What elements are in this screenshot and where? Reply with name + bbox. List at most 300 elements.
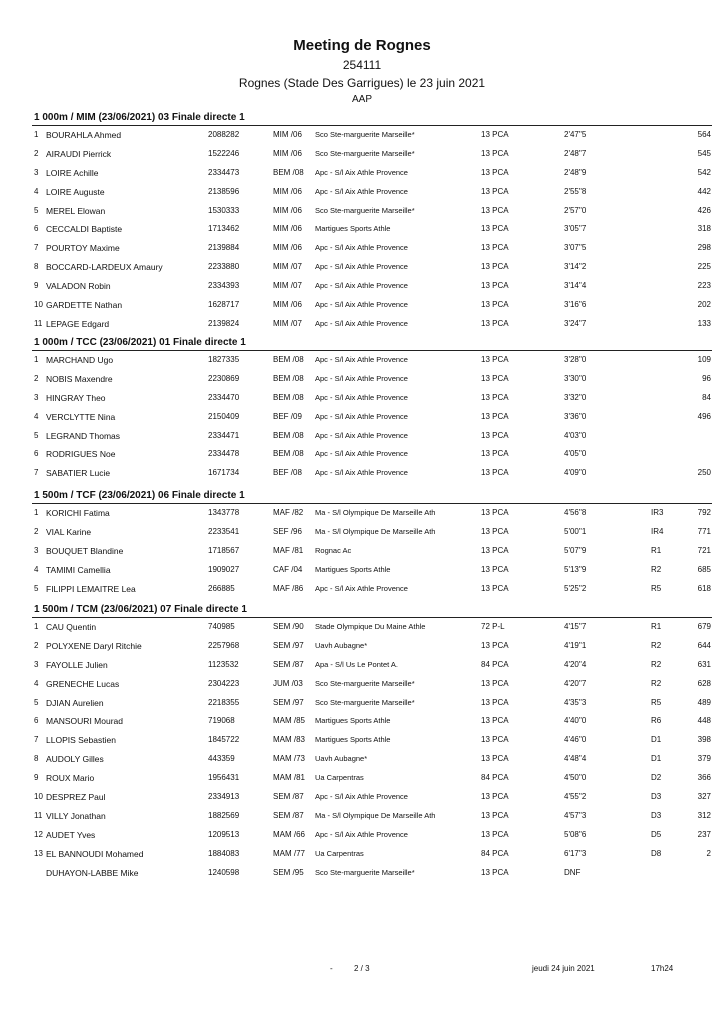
department-league: 13 PCA <box>481 449 509 459</box>
license-number: 2334470 <box>208 392 240 402</box>
license-number: 1343778 <box>208 508 240 517</box>
results-section-1500m-tcf <box>32 489 712 598</box>
level-code: R1 <box>651 622 662 631</box>
club-name: Apc - S/l Aix Athle Provence <box>315 281 408 291</box>
performance: 2'48''7 <box>564 148 587 158</box>
department-league: 13 PCA <box>481 318 509 328</box>
result-row <box>32 445 712 464</box>
result-rank: 3 <box>34 659 39 669</box>
athlete-name: TAMIMI Camellia <box>46 564 111 575</box>
license-number: 1522246 <box>208 148 240 158</box>
points: 628 <box>697 678 711 688</box>
result-rank: 10 <box>34 300 43 310</box>
level-code: R2 <box>651 678 662 688</box>
athlete-name: EL BANNOUDI Mohamed <box>46 848 144 859</box>
result-rank: 2 <box>34 373 39 383</box>
club-name: Martigues Sports Athle <box>315 716 391 726</box>
department-league: 13 PCA <box>481 564 509 574</box>
athlete-name: MANSOURI Mourad <box>46 716 123 727</box>
result-rank: 7 <box>34 468 39 478</box>
athlete-name: DUHAYON-LABBE Mike <box>46 867 139 878</box>
athlete-name: FILIPPI LEMAITRE Lea <box>46 583 136 594</box>
footer-page-number: 2 / 3 <box>354 964 370 973</box>
club-name: Apc - S/l Aix Athle Provence <box>315 243 408 253</box>
club-name: Ma - S/l Olympique De Marseille Ath <box>315 508 436 517</box>
points: 496 <box>697 411 711 421</box>
category: SEM /87 <box>273 659 304 669</box>
license-number: 2138596 <box>208 186 240 196</box>
club-name: Uavh Aubagne* <box>315 754 368 764</box>
results-section-1000m-mim <box>32 111 712 334</box>
performance: 4'19''1 <box>564 640 587 650</box>
results-section-1500m-tcm <box>32 603 712 882</box>
result-row <box>32 731 712 750</box>
result-rank: 3 <box>34 545 39 555</box>
department-league: 13 PCA <box>481 508 509 517</box>
result-row <box>32 637 712 656</box>
athlete-name: POLYXENE Daryl Ritchie <box>46 640 142 651</box>
points: 225 <box>697 262 711 272</box>
points: 84 <box>702 392 711 402</box>
license-number: 2218355 <box>208 697 240 707</box>
result-row <box>32 864 712 883</box>
club-name: Apc - S/l Aix Athle Provence <box>315 373 408 383</box>
points: 318 <box>697 224 711 234</box>
club-name: Apa - S/l Us Le Pontet A. <box>315 659 398 669</box>
license-number: 1671734 <box>208 468 240 478</box>
result-rank: 11 <box>34 810 43 820</box>
section-title: 1 000m / TCC (23/06/2021) 01 Finale directe 1 <box>32 336 712 351</box>
license-number: 1827335 <box>208 355 240 364</box>
points: 2 <box>706 848 711 858</box>
footer-time: 17h24 <box>651 964 674 973</box>
performance: 4'40''0 <box>564 716 587 726</box>
result-rank: 5 <box>34 583 39 593</box>
department-league: 13 PCA <box>481 243 509 253</box>
meeting-title: Meeting de Rognes <box>293 37 431 54</box>
result-rank: 4 <box>34 678 39 688</box>
department-league: 13 PCA <box>481 526 509 536</box>
level-code: D3 <box>651 792 662 802</box>
category: SEM /97 <box>273 697 304 707</box>
result-row <box>32 504 712 523</box>
club-name: Sco Ste-marguerite Marseille* <box>315 130 415 139</box>
performance: 2'47''5 <box>564 130 587 139</box>
points: 721 <box>697 545 711 555</box>
result-row <box>32 807 712 826</box>
category: MIM /06 <box>273 130 302 139</box>
department-league: 13 PCA <box>481 167 509 177</box>
result-row <box>32 656 712 675</box>
level-code: IR3 <box>651 508 664 517</box>
athlete-name: BOUQUET Blandine <box>46 545 124 556</box>
athlete-name: KORICHI Fatima <box>46 508 110 518</box>
performance: 4'46''0 <box>564 735 587 745</box>
result-row <box>32 389 712 408</box>
category: MIM /07 <box>273 262 302 272</box>
level-code: R2 <box>651 659 662 669</box>
category: MIM /06 <box>273 205 302 215</box>
points: 298 <box>697 243 711 253</box>
athlete-name: VALADON Robin <box>46 281 111 292</box>
department-league: 13 PCA <box>481 281 509 291</box>
license-number: 2230869 <box>208 373 240 383</box>
performance: 5'25''2 <box>564 583 587 593</box>
category: BEM /08 <box>273 449 304 459</box>
level-code: R1 <box>651 545 662 555</box>
athlete-name: POURTOY Maxime <box>46 243 120 254</box>
performance: 4'35''3 <box>564 697 587 707</box>
athlete-name: DESPREZ Paul <box>46 792 106 803</box>
license-number: 2257968 <box>208 640 240 650</box>
performance: 4'09''0 <box>564 468 587 478</box>
category: BEM /08 <box>273 392 304 402</box>
department-league: 13 PCA <box>481 867 509 877</box>
license-number: 2334478 <box>208 449 240 459</box>
license-number: 1882569 <box>208 810 240 820</box>
performance: 3'05''7 <box>564 224 587 234</box>
category: JUM /03 <box>273 678 303 688</box>
category: MIM /06 <box>273 243 302 253</box>
results-section-1000m-tcc <box>32 336 712 483</box>
performance: 4'57''3 <box>564 810 587 820</box>
result-row <box>32 277 712 296</box>
category: MAM /73 <box>273 754 306 764</box>
category: MAF /82 <box>273 508 304 517</box>
level-code: R2 <box>651 640 662 650</box>
result-row <box>32 370 712 389</box>
license-number: 2233541 <box>208 526 240 536</box>
result-row <box>32 427 712 446</box>
department-league: 13 PCA <box>481 716 509 726</box>
level-code: D1 <box>651 754 662 764</box>
result-row <box>32 220 712 239</box>
report-header <box>0 36 724 108</box>
club-name: Martigues Sports Athle <box>315 564 391 574</box>
category: BEM /08 <box>273 167 304 177</box>
category: BEF /09 <box>273 411 302 421</box>
athlete-name: GARDETTE Nathan <box>46 300 123 311</box>
license-number: 1713462 <box>208 224 240 234</box>
result-row <box>32 542 712 561</box>
department-league: 13 PCA <box>481 355 509 364</box>
meeting-venue: Rognes (Stade Des Garrigues) le 23 juin 2021 <box>238 76 486 90</box>
license-number: 2334471 <box>208 430 240 440</box>
result-rank: 3 <box>34 167 39 177</box>
result-rank: 1 <box>34 130 39 139</box>
category: MAM /77 <box>273 848 306 858</box>
result-rank: 4 <box>34 186 39 196</box>
performance: 4'20''7 <box>564 678 587 688</box>
performance: 5'07''9 <box>564 545 587 555</box>
points: 237 <box>697 829 711 839</box>
club-name: Apc - S/l Aix Athle Provence <box>315 392 408 402</box>
performance: 4'20''4 <box>564 659 587 669</box>
club-name: Uavh Aubagne* <box>315 640 368 650</box>
result-row <box>32 675 712 694</box>
category: BEF /08 <box>273 468 302 478</box>
result-rank: 9 <box>34 281 39 291</box>
athlete-name: CAU Quentin <box>46 622 97 632</box>
category: BEM /08 <box>273 430 304 440</box>
performance: 2'57''0 <box>564 205 587 215</box>
result-rank: 7 <box>34 735 39 745</box>
category: BEM /08 <box>273 373 304 383</box>
license-number: 2334913 <box>208 792 240 802</box>
category: CAF /04 <box>273 564 303 574</box>
club-name: Apc - S/l Aix Athle Provence <box>315 300 408 310</box>
result-row <box>32 580 712 599</box>
category: SEM /87 <box>273 810 304 820</box>
performance: 3'07''5 <box>564 243 587 253</box>
performance: 4'56''8 <box>564 508 587 517</box>
club-name: Sco Ste-marguerite Marseille* <box>315 697 415 707</box>
section-title: 1 000m / MIM (23/06/2021) 03 Finale directe 1 <box>32 111 712 126</box>
license-number: 2334473 <box>208 167 240 177</box>
category: MAM /81 <box>273 773 306 783</box>
category: SEM /87 <box>273 792 304 802</box>
performance: 3'14''4 <box>564 281 587 291</box>
department-league: 13 PCA <box>481 829 509 839</box>
department-league: 84 PCA <box>481 773 509 783</box>
points: 685 <box>697 564 711 574</box>
club-name: Sco Ste-marguerite Marseille* <box>315 867 415 877</box>
performance: 6'17''3 <box>564 848 587 858</box>
performance: 5'08''6 <box>564 829 587 839</box>
points: 426 <box>697 205 711 215</box>
result-rank: 1 <box>34 355 39 364</box>
points: 448 <box>697 716 711 726</box>
department-league: 13 PCA <box>481 130 509 139</box>
club-name: Rognac Ac <box>315 545 352 555</box>
result-row <box>32 315 712 334</box>
license-number: 2304223 <box>208 678 240 688</box>
result-row <box>32 408 712 427</box>
club-name: Apc - S/l Aix Athle Provence <box>315 318 408 328</box>
result-rank: 8 <box>34 262 39 272</box>
club-name: Ma - S/l Olympique De Marseille Ath <box>315 526 436 536</box>
points: 379 <box>697 754 711 764</box>
club-name: Apc - S/l Aix Athle Provence <box>315 583 408 593</box>
department-league: 13 PCA <box>481 678 509 688</box>
level-code: D8 <box>651 848 662 858</box>
points: 564 <box>697 130 711 139</box>
athlete-name: RODRIGUES Noe <box>46 449 116 460</box>
points: 398 <box>697 735 711 745</box>
license-number: 2150409 <box>208 411 240 421</box>
points: 133 <box>697 318 711 328</box>
category: SEF /96 <box>273 526 302 536</box>
level-code: IR4 <box>651 526 664 536</box>
license-number: 2233880 <box>208 262 240 272</box>
result-rank: 3 <box>34 392 39 402</box>
license-number: 443359 <box>208 754 235 764</box>
result-row <box>32 750 712 769</box>
result-row <box>32 239 712 258</box>
club-name: Sco Ste-marguerite Marseille* <box>315 205 415 215</box>
athlete-name: HINGRAY Theo <box>46 392 106 403</box>
level-code: R2 <box>651 564 662 574</box>
department-league: 13 PCA <box>481 697 509 707</box>
license-number: 1628717 <box>208 300 240 310</box>
performance: 4'15''7 <box>564 622 587 631</box>
result-rank: 4 <box>34 564 39 574</box>
result-rank: 4 <box>34 411 39 421</box>
club-name: Ua Carpentras <box>315 773 364 783</box>
club-name: Sco Ste-marguerite Marseille* <box>315 148 415 158</box>
category: MIM /06 <box>273 148 302 158</box>
points: 771 <box>697 526 711 536</box>
performance: 3'14''2 <box>564 262 587 272</box>
category: MAF /81 <box>273 545 304 555</box>
club-name: Apc - S/l Aix Athle Provence <box>315 468 408 478</box>
result-row <box>32 351 712 370</box>
license-number: 1240598 <box>208 867 240 877</box>
result-row <box>32 845 712 864</box>
result-row <box>32 788 712 807</box>
level-code: R5 <box>651 697 662 707</box>
athlete-name: NOBIS Maxendre <box>46 373 113 384</box>
department-league: 13 PCA <box>481 373 509 383</box>
athlete-name: CECCALDI Baptiste <box>46 224 123 235</box>
meeting-code: 254111 <box>342 58 382 72</box>
points: 489 <box>697 697 711 707</box>
points: 792 <box>697 508 711 517</box>
athlete-name: AIRAUDI Pierrick <box>46 148 112 159</box>
department-league: 13 PCA <box>481 186 509 196</box>
category: MAM /85 <box>273 716 306 726</box>
result-row <box>32 618 712 637</box>
license-number: 266885 <box>208 583 235 593</box>
footer-dash: - <box>330 964 333 973</box>
athlete-name: GRENECHE Lucas <box>46 678 120 689</box>
license-number: 2334393 <box>208 281 240 291</box>
result-rank: 2 <box>34 526 39 536</box>
athlete-name: MEREL Elowan <box>46 205 106 216</box>
athlete-name: FAYOLLE Julien <box>46 659 108 670</box>
level-code: D1 <box>651 735 662 745</box>
result-row <box>32 145 712 164</box>
performance: 4'05''0 <box>564 449 587 459</box>
category: MIM /07 <box>273 281 302 291</box>
result-row <box>32 561 712 580</box>
points: 679 <box>697 622 711 631</box>
points: 545 <box>697 148 711 158</box>
points: 542 <box>697 167 711 177</box>
department-league: 13 PCA <box>481 583 509 593</box>
result-rank: 12 <box>34 829 43 839</box>
result-row <box>32 164 712 183</box>
performance: 3'24''7 <box>564 318 587 328</box>
athlete-name: LOIRE Achille <box>46 167 99 178</box>
result-row <box>32 202 712 221</box>
result-rank: 5 <box>34 205 39 215</box>
footer-date: jeudi 24 juin 2021 <box>532 964 595 973</box>
performance: 2'55''8 <box>564 186 587 196</box>
club-name: Stade Olympique Du Maine Athle <box>315 622 426 631</box>
license-number: 2088282 <box>208 130 240 139</box>
athlete-name: DJIAN Aurelien <box>46 697 104 708</box>
points: 109 <box>697 355 711 364</box>
result-rank: 7 <box>34 243 39 253</box>
result-rank: 2 <box>34 640 39 650</box>
points: 223 <box>697 281 711 291</box>
athlete-name: VILLY Jonathan <box>46 810 106 821</box>
points: 312 <box>697 810 711 820</box>
performance: 3'32''0 <box>564 392 587 402</box>
license-number: 1956431 <box>208 773 240 783</box>
department-league: 13 PCA <box>481 148 509 158</box>
license-number: 1209513 <box>208 829 240 839</box>
category: MIM /06 <box>273 186 302 196</box>
level-code: R5 <box>651 583 662 593</box>
department-league: 72 P-L <box>481 622 505 631</box>
department-league: 13 PCA <box>481 792 509 802</box>
result-row <box>32 296 712 315</box>
performance: 5'13''9 <box>564 564 587 574</box>
club-name: Martigues Sports Athle <box>315 735 391 745</box>
athlete-name: LEPAGE Edgard <box>46 318 110 329</box>
points: 442 <box>697 186 711 196</box>
result-row <box>32 826 712 845</box>
points: 618 <box>697 583 711 593</box>
result-row <box>32 258 712 277</box>
category: BEM /08 <box>273 355 304 364</box>
performance: 2'48''9 <box>564 167 587 177</box>
result-row <box>32 694 712 713</box>
result-rank: 5 <box>34 430 39 440</box>
category: SEM /90 <box>273 622 304 631</box>
license-number: 1845722 <box>208 735 240 745</box>
athlete-name: ROUX Mario <box>46 773 95 784</box>
points: 202 <box>697 300 711 310</box>
club-name: Ua Carpentras <box>315 848 364 858</box>
points: 644 <box>697 640 711 650</box>
athlete-name: AUDET Yves <box>46 829 96 840</box>
department-league: 84 PCA <box>481 659 509 669</box>
department-league: 84 PCA <box>481 848 509 858</box>
result-row <box>32 769 712 788</box>
result-rank: 2 <box>34 148 39 158</box>
result-rank: 8 <box>34 754 39 764</box>
performance: 3'36''0 <box>564 411 587 421</box>
performance: 4'55''2 <box>564 792 587 802</box>
result-rank: 6 <box>34 224 39 234</box>
points: 366 <box>697 773 711 783</box>
club-name: Apc - S/l Aix Athle Provence <box>315 262 408 272</box>
category: MAM /83 <box>273 735 306 745</box>
result-rank: 1 <box>34 508 39 517</box>
club-name: Apc - S/l Aix Athle Provence <box>315 829 408 839</box>
license-number: 740985 <box>208 622 235 631</box>
performance: DNF <box>564 867 581 877</box>
club-name: Apc - S/l Aix Athle Provence <box>315 792 408 802</box>
department-league: 13 PCA <box>481 810 509 820</box>
club-name: Apc - S/l Aix Athle Provence <box>315 186 408 196</box>
result-row <box>32 523 712 542</box>
athlete-name: AUDOLY Gilles <box>46 754 104 765</box>
athlete-name: BOURAHLA Ahmed <box>46 130 122 140</box>
result-rank: 1 <box>34 622 39 631</box>
category: SEM /97 <box>273 640 304 650</box>
performance: 4'48''4 <box>564 754 587 764</box>
section-title: 1 500m / TCM (23/06/2021) 07 Finale directe 1 <box>32 603 712 618</box>
club-name: Ma - S/l Olympique De Marseille Ath <box>315 810 436 820</box>
category: SEM /95 <box>273 867 304 877</box>
department-league: 13 PCA <box>481 640 509 650</box>
department-league: 13 PCA <box>481 205 509 215</box>
license-number: 1530333 <box>208 205 240 215</box>
